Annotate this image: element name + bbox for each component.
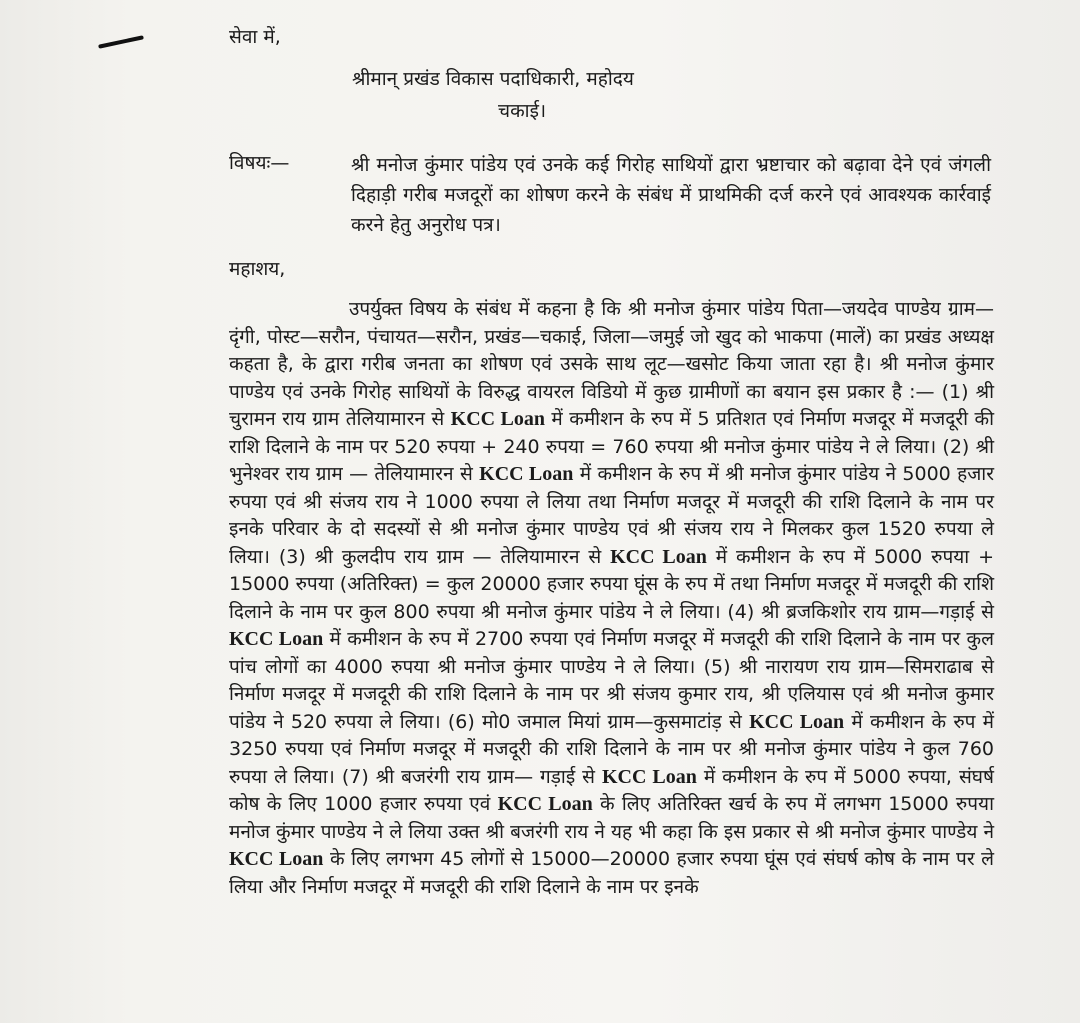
body-segment: उपर्युक्त विषय के संबंध में कहना है कि श्री मनोज कुंमार पांडेय पिता—जयदेव पाण्डेय ग्राम—दृंगी, पोस्ट—सरौन, पंचायत—सरौन, प्रखंड—चकाई, जिला—जमुई जो खुद को भाकपा (मालें) का प्रखंड अध्यक्ष कहता है, के द्वारा गरीब जनता का शोषण एवं उसके साथ लूट—खसोट किया जाता रहा है। श्री मनोज कुंमार पाण्डेय एवं उनके गिरोह साथियों के विरुद्ध वायरल विडियो में कुछ ग्रामीणों का बयान इस प्रकार है :— (1) श्री चुरामन राय ग्राम तेलियामारन से [229,298,994,430]
kcc-loan-term: KCC Loan [479,463,574,485]
kcc-loan-term: KCC Loan [450,408,545,430]
letter-body [229,296,994,901]
body-segment: में कमीशन के रुप में श्री मनोज कुंमार पांडेय ने 5000 हजार रुपया एवं श्री संजय राय ने 1000 रुपया ले लिया तथा निर्माण मजदूर में मजदूरी की राशि दिलाने के नाम पर इनके परिवार के दो सदस्यों से श्री मनोज कुंमार पाण्डेय एवं श्री संजय राय ने मिलकर कुल 1520 रुपया ले लिया। (3) श्री कुलदीप राय ग्राम — तेलियामारन से [229,463,995,568]
kcc-loan-term: KCC Loan [497,793,593,815]
body-segment: में कमीशन के रुप में 3250 रुपया एवं निर्माण मजदूर में मजदूरी की राशि दिलाने के नाम पर श्री मनोज कुंमार पांडेय ने कुल 760 रुपया ले लिया। (7) श्री बजरंगी राय ग्राम— गड़ाई से [229,710,995,788]
kcc-loan-term: KCC Loan [601,765,697,788]
body-segment: में कमीशन के रुप में 5000 रुपया + 15000 रुपया (अतिरिक्त) = कुल 20000 हजार रुपया घूंस के रुप में तथा निर्माण मजदूर में मजदूरी की राशि दिलाने के नाम पर कुल 800 रुपया श्री मनोज कुंमार पांडेय ने ले लिया। (4) श्री ब्रजकिशोर राय ग्राम—गड़ाई से [229,545,994,623]
kcc-loan-term: KCC Loan [229,628,324,650]
kcc-loan-term: KCC Loan [610,545,707,568]
subject-label: विषयः— [229,152,290,174]
salutation-to: सेवा में, [229,26,281,48]
pen-mark [98,35,144,48]
kcc-loan-term: KCC Loan [749,710,845,733]
body-segment: में कमीशन के रुप में 5 प्रतिशत एवं निर्माण मजदूर में मजदूरी की राशि दिलाने के नाम पर 520 रुपया + 240 रुपया = 760 रुपया श्री मनोज कुंमार पांडेय ने ले लिया। (2) श्री भुनेश्वर राय ग्राम — तेलियामारन से [229,408,994,485]
greeting: महाशय, [229,258,286,280]
subject-text: श्री मनोज कुंमार पांडेय एवं उनके कई गिरोह साथियों द्वारा भ्रष्टाचार को बढ़ावा देने एवं जंगली दिहाड़ी गरीब मजदूरों का शोषण करने के संबंध में प्राथमिकी दर्ज करने एवं आवश्यक कार्रवाई करने हेतु अनुरोध पत्र। [351,154,991,236]
body-segment: के लिए लगभग 45 लोगों से 15000—20000 हजार रुपया घूंस एवं संघर्ष कोष के नाम पर ले लिया और निर्माण मजदूर में मजदूरी की राशि दिलाने के नाम पर इनके [229,848,995,898]
body-segment: के लिए अतिरिक्त खर्च के रुप में लगभग 15000 रुपया मनोज कुंमार पाण्डेय ने ले लिया उक्त श्री बजरंगी राय ने यह भी कहा कि इस प्रकार से श्री मनोज कुंमार पाण्डेय ने [229,793,994,843]
kcc-loan-term: KCC Loan [229,848,324,870]
addressee-line-1: श्रीमान् प्रखंड विकास पदाधिकारी, महोदय [352,68,634,90]
body-segment: में कमीशन के रुप में 5000 रुपया, संघर्ष कोष के लिए 1000 हजार रुपया एवं [229,765,994,815]
addressee-line-2: चकाई। [498,100,547,122]
body-segment: में कमीशन के रुप में 2700 रुपया एवं निर्माण मजदूर में मजदूरी की राशि दिलाने के नाम पर कुल पांच लोगों का 4000 रुपया श्री मनोज कुंमार पाण्डेय ने ले लिया। (5) श्री नारायण राय ग्राम—सिमराढाब से निर्माण मजदूर में मजदूरी की राशि दिलाने के नाम पर श्री संजय कुमार राय, श्री एलियास एवं श्री मनोज कुमार पांडेय ने 520 रुपया ले लिया। (6) मो0 जमाल मियां ग्राम—कुसमाटांड़ से [229,628,994,733]
